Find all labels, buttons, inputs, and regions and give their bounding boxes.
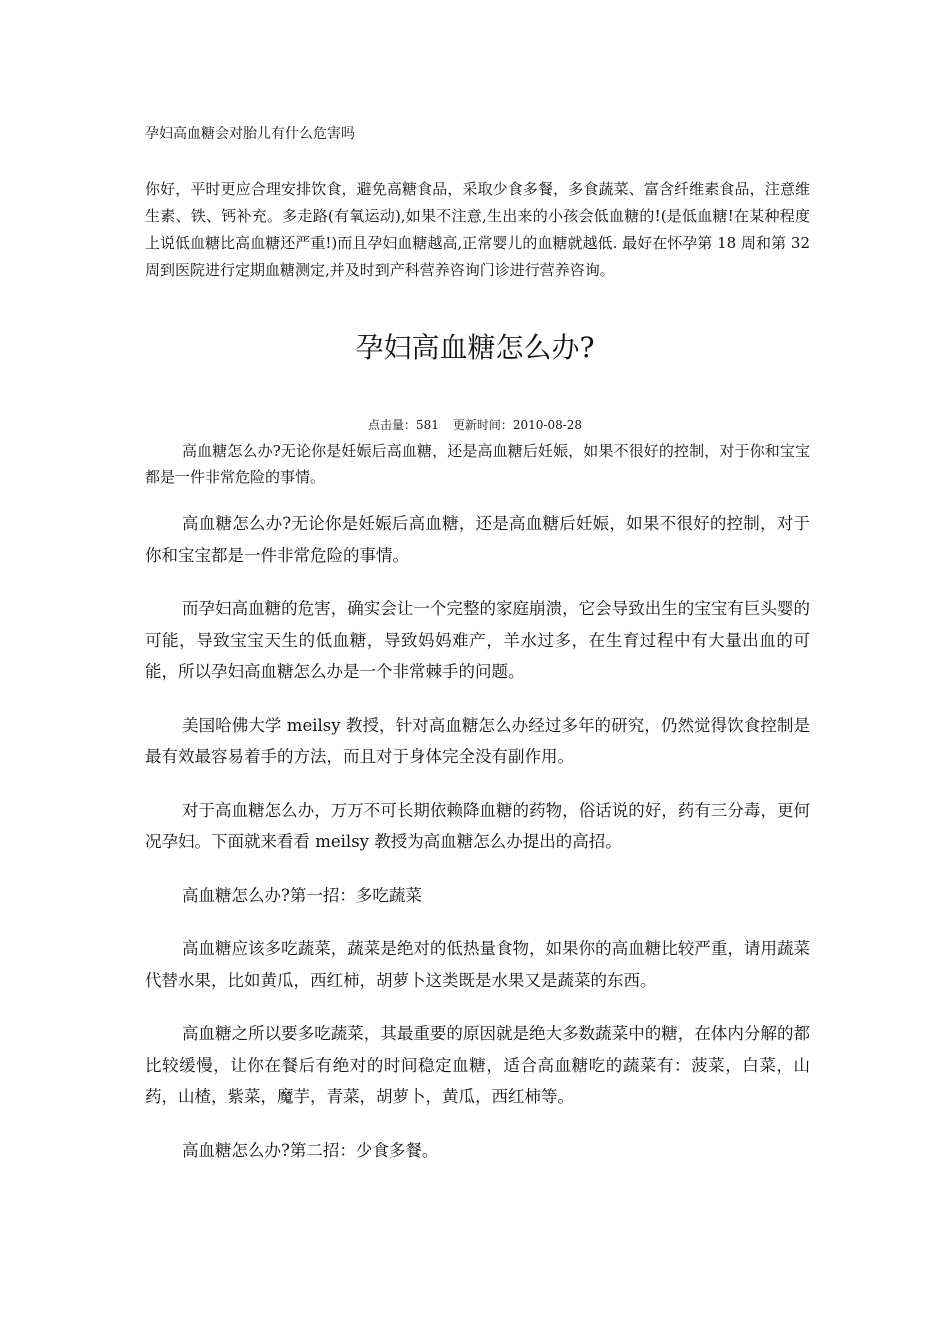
article-paragraph: 对于高血糖怎么办，万万不可长期依赖降血糖的药物，俗话说的好，药有三分毒，更何况孕妇。下面就来看看 meilsy 教授为高血糖怎么办提出的高招。	[145, 800, 810, 851]
article-lead-paragraph: 高血糖怎么办?无论你是妊娠后高血糖，还是高血糖后妊娠，如果不很好的控制，对于你和宝宝都是一件非常危险的事情。	[145, 442, 810, 486]
clicks-label: 点击量：	[367, 418, 416, 432]
article-meta	[0, 416, 950, 434]
article-subheading: 高血糖怎么办?第一招：多吃蔬菜	[182, 885, 422, 905]
article-paragraph: 美国哈佛大学 meilsy 教授，针对高血糖怎么办经过多年的研究，仍然觉得饮食控制是最有效最容易着手的方法，而且对于身体完全没有副作用。	[145, 715, 810, 766]
article-paragraph: 高血糖应该多吃蔬菜，蔬菜是绝对的低热量食物，如果你的高血糖比较严重，请用蔬菜代替水果，比如黄瓜，西红柿，胡萝卜这类既是水果又是蔬菜的东西。	[145, 939, 810, 990]
article-subheading: 高血糖怎么办?第二招：少食多餐。	[182, 1140, 439, 1160]
article-paragraph: 高血糖之所以要多吃蔬菜，其最重要的原因就是绝大多数蔬菜中的糖，在体内分解的都比较缓慢，让你在餐后有绝对的时间稳定血糖，适合高血糖吃的蔬菜有：菠菜，白菜，山药，山楂，紫菜，魔芋，青菜，胡萝卜，黄瓜，西红柿等。	[145, 1024, 810, 1106]
updated-value: 2010-08-28	[512, 418, 583, 432]
clicks-value: 581	[415, 418, 439, 432]
question-title: 孕妇高血糖会对胎儿有什么危害吗	[145, 126, 355, 142]
article-paragraph: 高血糖怎么办?无论你是妊娠后高血糖，还是高血糖后妊娠，如果不很好的控制，对于你和宝宝都是一件非常危险的事情。	[145, 514, 810, 565]
intro-answer-paragraph: 你好，平时更应合理安排饮食，避免高糖食品，采取少食多餐，多食蔬菜、富含纤维素食品，注意维生素、铁、钙补充。多走路(有氧运动),如果不注意,生出来的小孩会低血糖的!(是低血糖!在某种程度上说低血糖比高血糖还严重!)而且孕妇血糖越高,正常婴儿的血糖就越低. 最好在怀孕第 18 周和第 32 周到医院进行定期血糖测定,并及时到产科营养咨询门诊进行营养咨询。	[145, 180, 810, 279]
article-paragraph: 而孕妇高血糖的危害，确实会让一个完整的家庭崩溃，它会导致出生的宝宝有巨头婴的可能，导致宝宝天生的低血糖，导致妈妈难产，羊水过多，在生育过程中有大量出血的可能，所以孕妇高血糖怎么办是一个非常棘手的问题。	[145, 599, 810, 681]
article-body	[145, 508, 810, 1188]
updated-label: 更新时间：	[452, 418, 513, 432]
article-title: 孕妇高血糖怎么办?	[355, 331, 595, 364]
